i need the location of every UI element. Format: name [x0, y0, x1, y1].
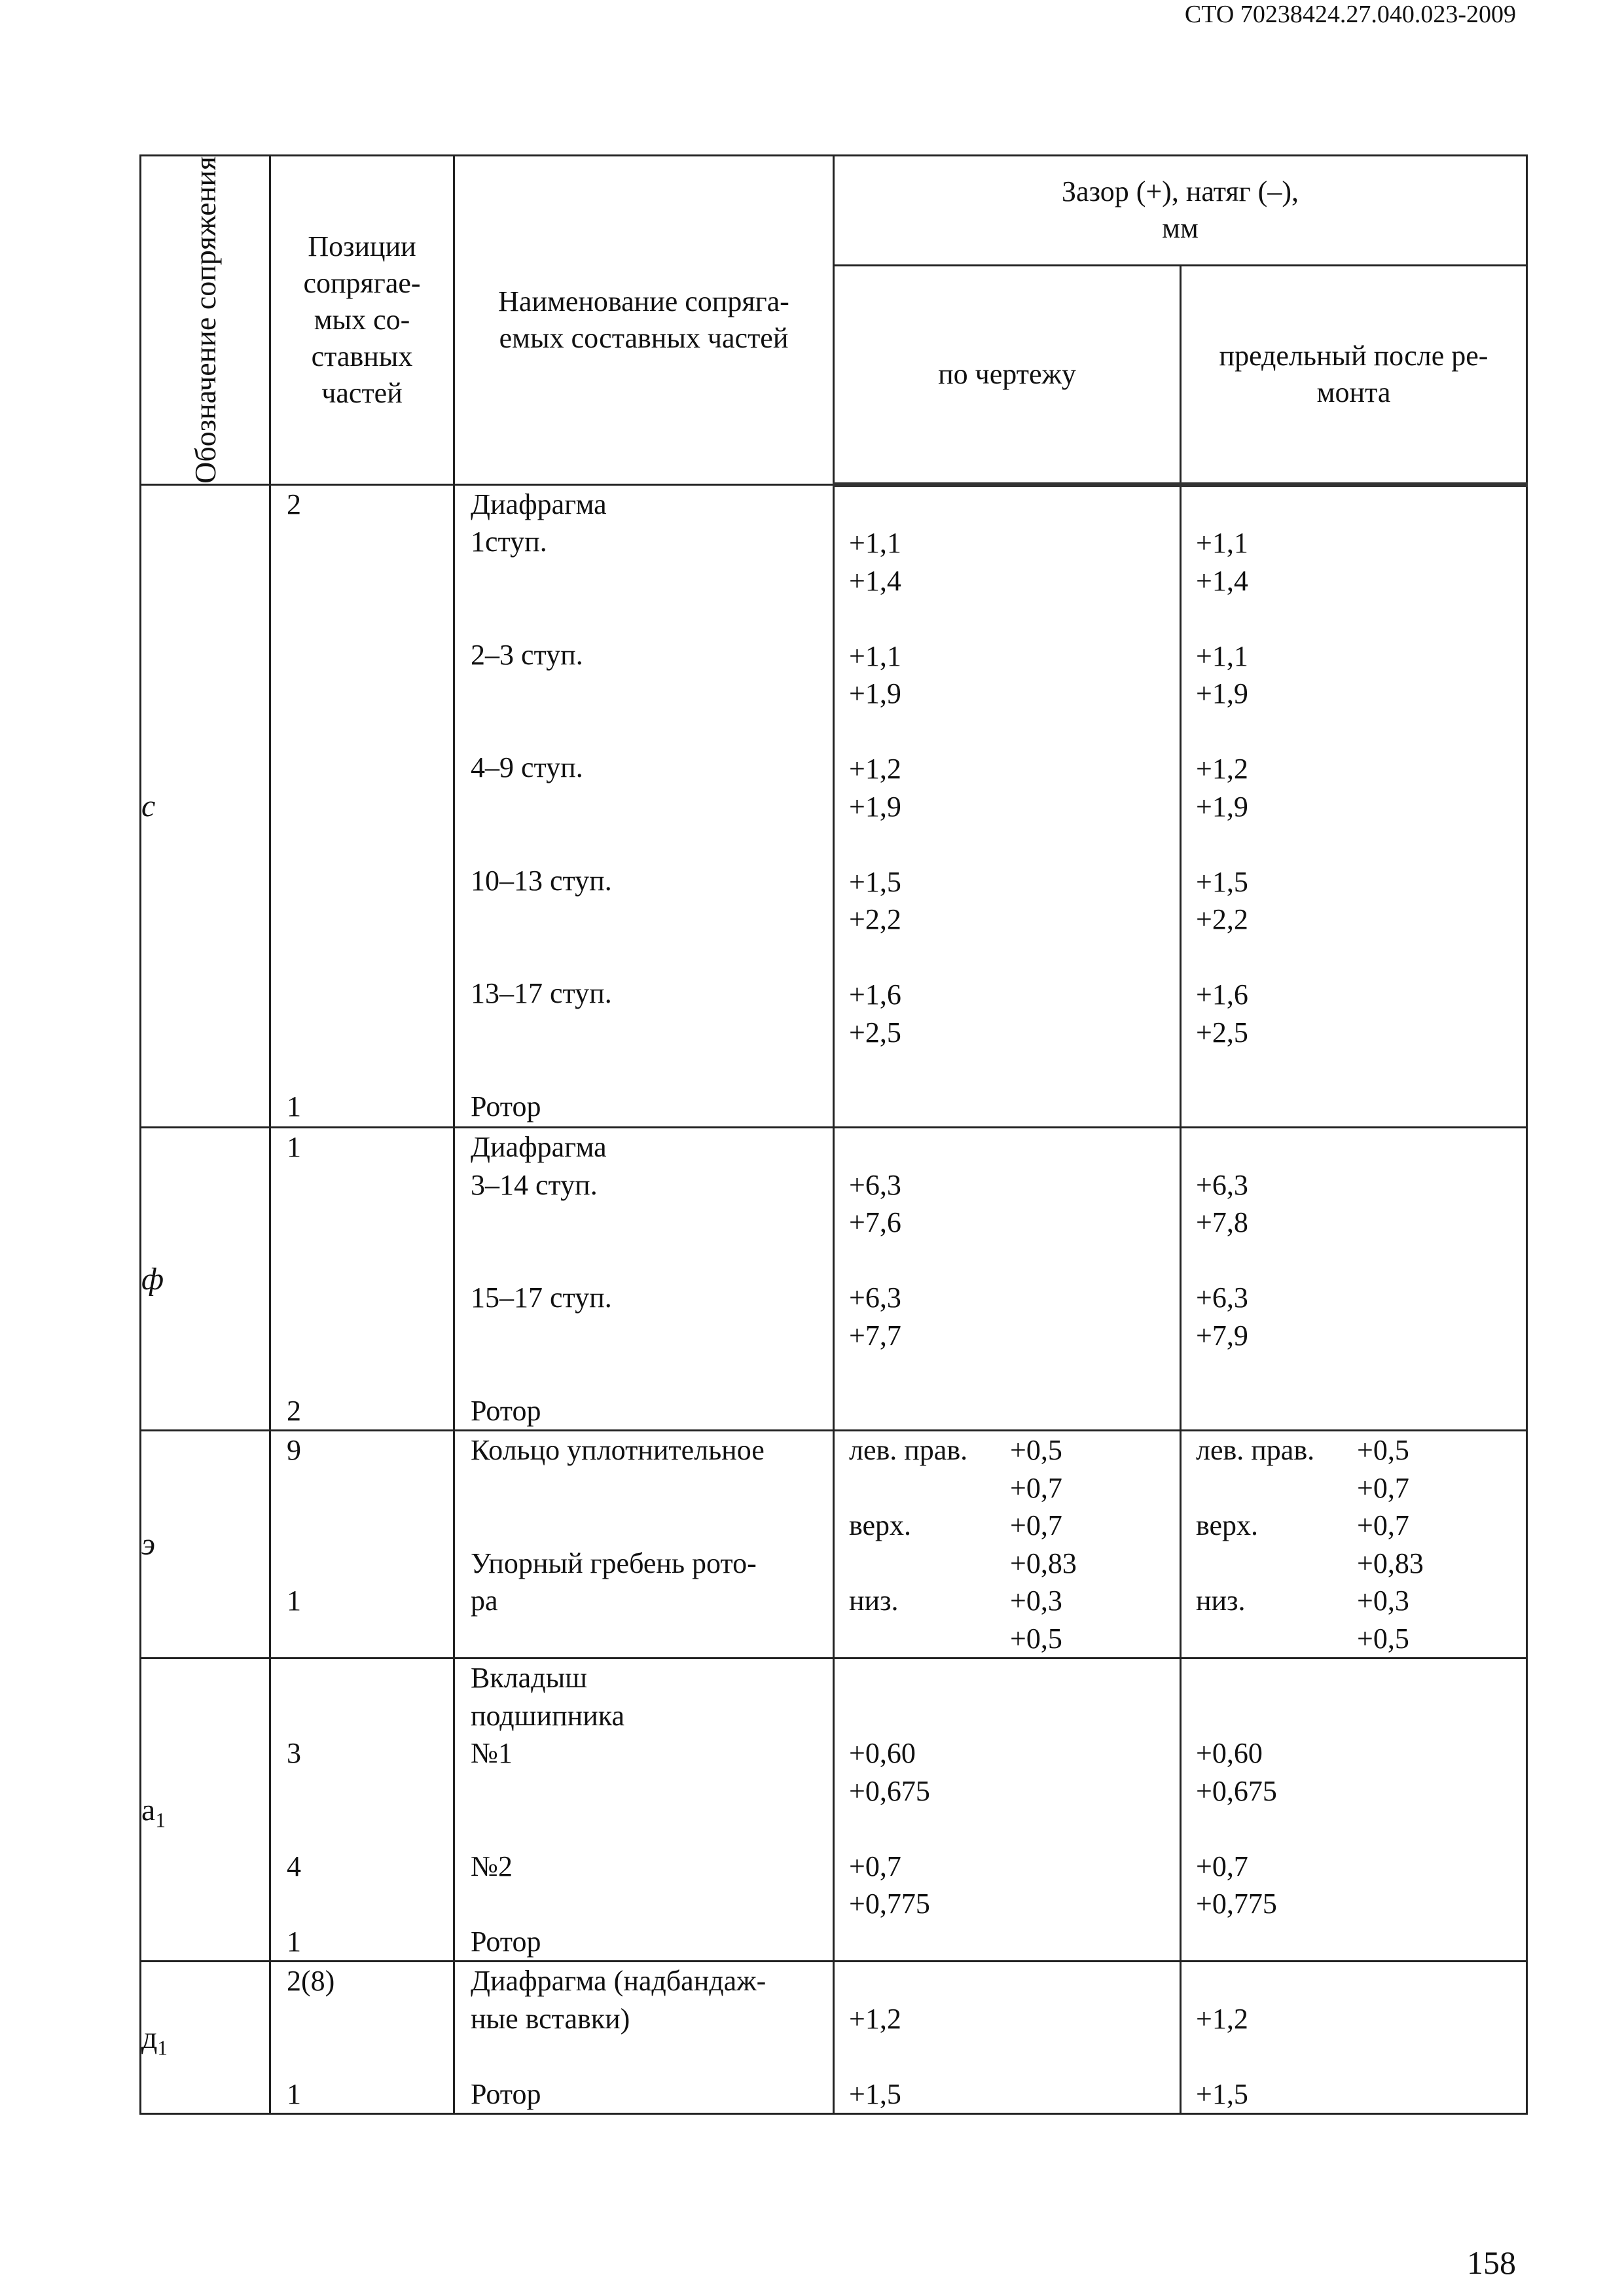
by-drawing-value: +1,2: [849, 2002, 901, 2035]
after-repair-value: [1182, 1697, 1526, 1735]
part-name: [455, 1354, 833, 1392]
after-repair-value: +1,9: [1196, 790, 1248, 823]
position-cell: [270, 1962, 454, 2114]
after-repair-value: +0,775: [1196, 1888, 1277, 1920]
position-value: [271, 1354, 453, 1392]
part-name: 13–17 ступ.: [471, 977, 612, 1010]
gap-value: +0,5: [1010, 1434, 1062, 1467]
position-value: 2: [287, 1394, 301, 1427]
after-repair-value: [1182, 1962, 1526, 2000]
by-drawing-value: [835, 1659, 1180, 1697]
header-names: [454, 156, 834, 485]
position-value: [271, 2037, 453, 2075]
position-value: [271, 749, 453, 787]
part-name: [455, 1204, 833, 1242]
by-drawing-value: +1,6: [849, 978, 901, 1011]
part-name: [455, 561, 833, 599]
gap-value: +0,7: [1010, 1471, 1062, 1504]
part-name: Диафрагма: [471, 1131, 607, 1164]
designation-label: с: [141, 788, 156, 823]
by-drawing-cell: [834, 484, 1181, 1128]
position-value: [271, 1810, 453, 1848]
page-number: 158: [1467, 2244, 1516, 2281]
header-gap-line: Зазор (+), натяг (–),: [1062, 175, 1299, 208]
part-name: [455, 2037, 833, 2075]
by-drawing-line: [835, 1431, 1180, 1469]
after-repair-line: [1182, 1431, 1526, 1469]
position-value: [271, 1204, 453, 1242]
side-label: верх.: [849, 1509, 912, 1542]
by-drawing-value: [835, 825, 1180, 863]
by-drawing-value: [835, 1128, 1180, 1166]
part-name: 15–17 ступ.: [471, 1282, 612, 1314]
after-repair-value: +1,2: [1196, 753, 1248, 785]
after-repair-value: +1,5: [1196, 2077, 1248, 2110]
position-value: 2: [287, 488, 301, 520]
side-label: лев. прав.: [849, 1434, 968, 1467]
header-by-drawing: по чертежу: [834, 265, 1181, 484]
part-name: [455, 1050, 833, 1088]
side-label: [1196, 1469, 1357, 1507]
by-drawing-value: +1,5: [849, 2077, 901, 2110]
by-drawing-value: [835, 2037, 1180, 2075]
part-name: [455, 673, 833, 711]
part-name: [455, 1013, 833, 1050]
designation-cell: [141, 484, 270, 1128]
part-name: [455, 787, 833, 825]
part-name: подшипника: [471, 1699, 624, 1732]
header-positions-line: частей: [321, 376, 403, 409]
after-repair-value: [1182, 1923, 1526, 1961]
part-name: [455, 1885, 833, 1923]
by-drawing-value: +1,2: [849, 753, 901, 785]
gap-value: +0,7: [1010, 1509, 1062, 1542]
by-drawing-value: [835, 1810, 1180, 1848]
by-drawing-line: [835, 1545, 1180, 1583]
part-name: Ротор: [471, 1394, 541, 1427]
part-name-cell: [454, 484, 834, 1128]
part-name: [455, 1317, 833, 1355]
part-name: Вкладыш: [471, 1662, 588, 1695]
by-drawing-cell: [834, 1128, 1181, 1431]
side-label: [849, 1469, 1010, 1507]
by-drawing-value: +1,1: [849, 639, 901, 672]
position-value: [271, 1659, 453, 1697]
header-after-repair-line: предельный после ре-: [1219, 339, 1489, 372]
position-value: 2(8): [287, 1965, 335, 1998]
position-value: [271, 1166, 453, 1204]
after-repair-value: [1182, 600, 1526, 637]
after-repair-value: [1182, 939, 1526, 977]
side-label: [849, 1545, 1010, 1583]
designation-subscript: 1: [157, 2036, 168, 2060]
designation-label: а: [141, 1792, 156, 1827]
after-repair-value: +0,7: [1196, 1850, 1248, 1882]
by-drawing-value: +6,3: [849, 1282, 901, 1314]
part-name: [455, 711, 833, 749]
position-value: 9: [287, 1434, 301, 1467]
after-repair-value: [1182, 487, 1526, 525]
position-value: 1: [287, 1131, 301, 1164]
position-value: [271, 1279, 453, 1317]
by-drawing-value: +1,1: [849, 527, 901, 560]
gap-value: +0,83: [1357, 1547, 1424, 1579]
after-repair-cell: [1181, 1128, 1527, 1431]
after-repair-value: [1182, 1128, 1526, 1166]
after-repair-value: +1,1: [1196, 639, 1248, 672]
after-repair-value: +6,3: [1196, 1282, 1248, 1314]
by-drawing-value: +2,2: [849, 903, 901, 936]
position-value: [271, 1545, 453, 1583]
by-drawing-value: +1,5: [849, 865, 901, 898]
position-value: [271, 1469, 453, 1507]
designation-cell: [141, 1659, 270, 1962]
position-value: 3: [287, 1737, 301, 1770]
by-drawing-value: +1,9: [849, 677, 901, 710]
after-repair-line: [1182, 1507, 1526, 1545]
designation-cell: [141, 1128, 270, 1431]
after-repair-value: [1182, 2037, 1526, 2075]
after-repair-value: +1,1: [1196, 527, 1248, 560]
gap-value: +0,3: [1357, 1585, 1409, 1617]
position-value: [271, 824, 453, 862]
after-repair-value: +7,8: [1196, 1206, 1248, 1239]
by-drawing-value: +7,6: [849, 1206, 901, 1239]
side-label: [849, 1620, 1010, 1658]
position-value: [271, 1242, 453, 1280]
header-after-repair-line: монта: [1316, 376, 1391, 408]
by-drawing-value: [835, 1923, 1180, 1961]
side-label: лев. прав.: [1196, 1434, 1315, 1467]
after-repair-value: +2,2: [1196, 903, 1248, 936]
table-row: [141, 1128, 1527, 1431]
by-drawing-value: [835, 1392, 1180, 1430]
side-label: низ.: [1196, 1585, 1246, 1617]
position-value: [271, 1013, 453, 1050]
designation-subscript: 1: [155, 1808, 166, 1832]
part-name: 1ступ.: [471, 526, 547, 558]
part-name: [455, 1620, 833, 1658]
after-repair-value: +1,4: [1196, 564, 1248, 597]
position-value: 1: [287, 1925, 301, 1958]
gap-value: +0,3: [1010, 1585, 1062, 1617]
table-row: [141, 1431, 1527, 1659]
position-value: 1: [287, 1585, 301, 1617]
designation-label: д: [141, 2020, 158, 2055]
part-name: [455, 598, 833, 636]
designation-label: э: [141, 1527, 156, 1562]
header-positions-line: сопрягае-: [303, 266, 421, 299]
by-drawing-value: [835, 487, 1180, 525]
position-cell: [270, 1659, 454, 1962]
by-drawing-value: +0,60: [849, 1737, 916, 1770]
part-name: Диафрагма: [471, 488, 607, 520]
after-repair-value: +1,2: [1196, 2002, 1248, 2035]
side-label: [1196, 1620, 1357, 1658]
part-name: 4–9 ступ.: [471, 751, 583, 784]
position-value: [271, 899, 453, 937]
part-name: [455, 899, 833, 937]
header-names-line: Наименование сопряга-: [498, 285, 789, 317]
part-name: Диафрагма (надбандаж-: [471, 1965, 767, 1998]
after-repair-cell: [1181, 484, 1527, 1128]
part-name: [455, 1810, 833, 1848]
gap-value: +0,7: [1357, 1471, 1409, 1504]
after-repair-cell: [1181, 1431, 1527, 1659]
position-value: 4: [287, 1850, 301, 1882]
part-name: [455, 1469, 833, 1507]
position-value: [271, 1697, 453, 1735]
header-designation-text: Обозначение сопряжения: [188, 156, 222, 484]
after-repair-value: +0,60: [1196, 1737, 1263, 1770]
after-repair-line: [1182, 1545, 1526, 1583]
part-name: [455, 1772, 833, 1810]
table-row: [141, 1659, 1527, 1962]
gap-value: +0,5: [1357, 1622, 1409, 1655]
by-drawing-value: +2,5: [849, 1016, 901, 1049]
after-repair-value: [1182, 1354, 1526, 1392]
position-cell: [270, 1431, 454, 1659]
after-repair-line: [1182, 1469, 1526, 1507]
part-name: ра: [471, 1585, 498, 1617]
position-value: [271, 787, 453, 825]
header-positions-line: мых со-: [314, 303, 410, 336]
by-drawing-value: +0,675: [849, 1774, 930, 1807]
part-name-cell: [454, 1128, 834, 1431]
by-drawing-value: +0,775: [849, 1888, 930, 1920]
part-name: Ротор: [471, 2077, 541, 2110]
after-repair-value: [1182, 825, 1526, 863]
part-name: [455, 824, 833, 862]
gap-value: +0,5: [1357, 1434, 1409, 1467]
table-row: [141, 484, 1527, 1128]
after-repair-value: +6,3: [1196, 1168, 1248, 1201]
after-repair-cell: [1181, 1659, 1527, 1962]
position-value: [271, 561, 453, 599]
after-repair-value: [1182, 1810, 1526, 1848]
position-value: [271, 937, 453, 975]
part-name: [455, 937, 833, 975]
part-name-cell: [454, 1431, 834, 1659]
designation-label: ф: [141, 1261, 164, 1297]
position-value: [271, 598, 453, 636]
part-name: Ротор: [471, 1090, 541, 1122]
by-drawing-value: [835, 600, 1180, 637]
after-repair-line: [1182, 1620, 1526, 1658]
position-value: 1: [287, 2077, 301, 2110]
part-name: №2: [471, 1850, 513, 1882]
position-cell: [270, 1128, 454, 1431]
part-name: 10–13 ступ.: [471, 864, 612, 897]
position-value: [271, 1507, 453, 1545]
position-value: [271, 975, 453, 1013]
position-value: [271, 1772, 453, 1810]
by-drawing-value: +6,3: [849, 1168, 901, 1201]
table-body: [141, 484, 1527, 2114]
position-value: [271, 1050, 453, 1088]
by-drawing-line: [835, 1620, 1180, 1658]
by-drawing-line: [835, 1507, 1180, 1545]
after-repair-value: [1182, 1089, 1526, 1127]
after-repair-value: [1182, 1051, 1526, 1089]
part-name: Кольцо уплотнительное: [471, 1434, 765, 1467]
designation-cell: [141, 1962, 270, 2114]
position-value: [271, 673, 453, 711]
header-designation: [141, 156, 270, 485]
by-drawing-cell: [834, 1962, 1181, 2114]
side-label: [1196, 1545, 1357, 1583]
by-drawing-value: [835, 1242, 1180, 1280]
by-drawing-value: +7,7: [849, 1319, 901, 1352]
part-name: 2–3 ступ.: [471, 638, 583, 671]
position-value: [271, 1620, 453, 1658]
part-name-cell: [454, 1659, 834, 1962]
after-repair-line: [1182, 1582, 1526, 1620]
after-repair-value: +0,675: [1196, 1774, 1277, 1807]
side-label: верх.: [1196, 1509, 1259, 1542]
header-positions-line: Позиции: [308, 230, 416, 262]
side-label: низ.: [849, 1585, 899, 1617]
part-name: [455, 1507, 833, 1545]
by-drawing-value: [835, 1354, 1180, 1392]
part-name: ные вставки): [471, 2002, 630, 2035]
position-value: [271, 1885, 453, 1923]
after-repair-value: +7,9: [1196, 1319, 1248, 1352]
by-drawing-value: +0,7: [849, 1850, 901, 1882]
position-value: [271, 636, 453, 674]
gap-value: +0,7: [1357, 1509, 1409, 1542]
after-repair-cell: [1181, 1962, 1527, 2114]
gap-value: +0,83: [1010, 1547, 1077, 1579]
after-repair-value: [1182, 1242, 1526, 1280]
header-after-repair: [1181, 265, 1527, 484]
position-value: 1: [287, 1090, 301, 1122]
by-drawing-value: +1,9: [849, 790, 901, 823]
table-row: [141, 1962, 1527, 2114]
header-gap: [834, 156, 1527, 266]
by-drawing-value: [835, 1051, 1180, 1089]
by-drawing-value: [835, 1962, 1180, 2000]
designation-cell: [141, 1431, 270, 1659]
after-repair-value: [1182, 713, 1526, 751]
by-drawing-value: +1,4: [849, 564, 901, 597]
after-repair-value: [1182, 1659, 1526, 1697]
by-drawing-value: [835, 939, 1180, 977]
position-value: [271, 2000, 453, 2038]
by-drawing-value: [835, 1089, 1180, 1127]
gap-value: +0,5: [1010, 1622, 1062, 1655]
header-positions-line: ставных: [311, 340, 413, 372]
header-names-line: емых составных частей: [499, 321, 789, 354]
part-name: Упорный гребень рото-: [471, 1547, 757, 1579]
part-name: [455, 1242, 833, 1280]
by-drawing-cell: [834, 1659, 1181, 1962]
document-code: СТО 70238424.27.040.023-2009: [1184, 1, 1516, 28]
header-positions: [270, 156, 454, 485]
after-repair-value: +1,6: [1196, 978, 1248, 1011]
position-value: [271, 862, 453, 900]
after-repair-value: +2,5: [1196, 1016, 1248, 1049]
after-repair-value: +1,9: [1196, 677, 1248, 710]
spec-table: [139, 154, 1528, 2115]
position-value: [271, 1317, 453, 1355]
position-value: [271, 523, 453, 561]
after-repair-value: [1182, 1392, 1526, 1430]
position-cell: [270, 484, 454, 1128]
part-name: Ротор: [471, 1925, 541, 1958]
header-gap-line: мм: [1162, 212, 1199, 245]
part-name: №1: [471, 1737, 513, 1770]
by-drawing-line: [835, 1469, 1180, 1507]
by-drawing-value: [835, 1697, 1180, 1735]
position-value: [271, 711, 453, 749]
by-drawing-value: [835, 713, 1180, 751]
part-name: 3–14 ступ.: [471, 1168, 598, 1201]
by-drawing-line: [835, 1582, 1180, 1620]
by-drawing-cell: [834, 1431, 1181, 1659]
after-repair-value: +1,5: [1196, 865, 1248, 898]
part-name-cell: [454, 1962, 834, 2114]
